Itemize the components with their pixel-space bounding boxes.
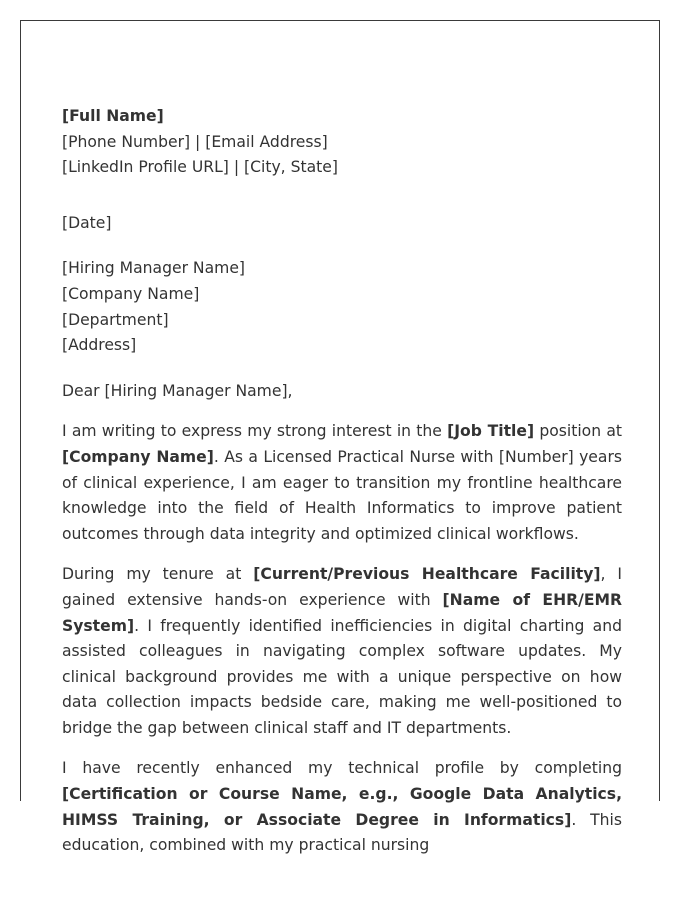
paragraph-text: . This education, combined with my practical nursing — [62, 810, 622, 855]
sender-contact-line: [Phone Number] | [Email Address] — [62, 132, 328, 151]
sender-full-name: [Full Name] — [62, 107, 164, 125]
salutation: Dear [Hiring Manager Name], — [62, 381, 293, 400]
paragraph-education — [62, 756, 622, 858]
facility-placeholder: [Current/Previous Healthcare Facility] — [253, 565, 601, 584]
paragraph-text: I am writing to express my strong interest in the — [62, 422, 448, 441]
recipient-company: [Company Name] — [62, 284, 200, 303]
paragraph-text: . I frequently identified inefficiencies in digital charting and assisted colleagues in navigating complex software updates. My clinical background provides me with a unique perspective on how data collection impacts bedside care, making me well-positioned to bridge the gap between clinical staff and IT departments. — [62, 616, 622, 737]
document-page — [20, 20, 660, 855]
recipient-address: [Address] — [62, 336, 137, 355]
paragraph-text: , I gained extensive hands-on experience with — [62, 565, 623, 609]
ehr-system-placeholder: [Name of EHR/EMR System] — [62, 590, 623, 635]
cover-letter-body — [62, 104, 622, 859]
paragraph-text: I have recently enhanced my technical profile by completing — [62, 759, 622, 778]
recipient-block — [62, 256, 622, 358]
paragraph-intro — [62, 419, 622, 547]
paragraph-text: position at — [534, 422, 622, 441]
letter-date: [Date] — [62, 213, 112, 232]
job-title-placeholder: [Job Title] — [447, 422, 535, 441]
certification-placeholder: [Certification or Course Name, e.g., Google Data Analytics, HIMSS Training, or Associate Degree in Informatics] — [62, 785, 622, 829]
company-name-placeholder: [Company Name] — [62, 447, 214, 466]
sender-location-line: [LinkedIn Profile URL] | [City, State] — [62, 158, 338, 177]
paragraph-text: . As a Licensed Practical Nurse with [Number] years of clinical experience, I am eager to transition my frontline healthcare knowledge into the field of Health Informatics to improve patient outcomes through data integrity and optimized clinical workflows. — [62, 447, 622, 543]
paragraph-experience — [62, 562, 622, 741]
recipient-hiring-manager: [Hiring Manager Name] — [62, 259, 246, 278]
paragraph-text: During my tenure at — [62, 565, 254, 584]
recipient-department: [Department] — [62, 310, 169, 329]
